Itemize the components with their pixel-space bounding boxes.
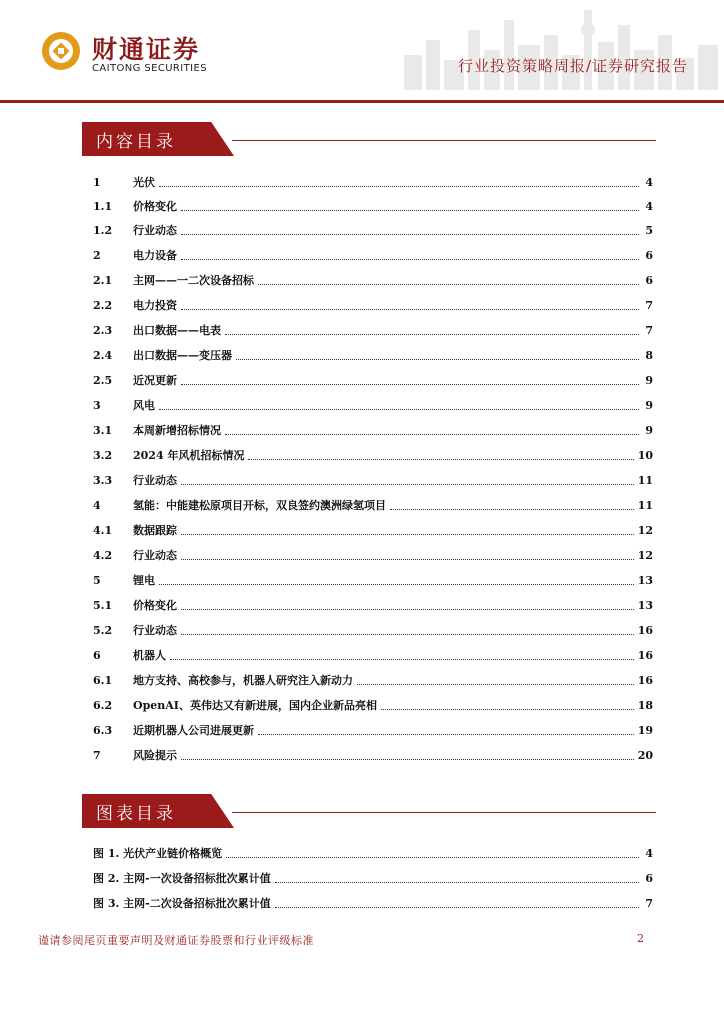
toc-entry[interactable] xyxy=(93,172,653,190)
toc-leader-dots xyxy=(181,758,634,760)
toc-entry[interactable] xyxy=(93,295,653,313)
toc-entry-number: 5 xyxy=(93,574,101,587)
figure-entry[interactable] xyxy=(93,843,653,861)
toc-entry-title: 价格变化 xyxy=(133,200,177,213)
toc-entry-number: 1.2 xyxy=(93,224,113,237)
toc-entry[interactable] xyxy=(93,370,653,388)
toc-entry-page: 16 xyxy=(637,649,653,662)
figure-entry-page: 6 xyxy=(645,872,653,885)
toc-entry-title: 近况更新 xyxy=(133,374,177,387)
toc-entry-number: 3 xyxy=(93,399,101,412)
figure-leader-dots xyxy=(226,856,639,858)
toc-leader-dots xyxy=(181,258,639,260)
toc-entry-title: 风险提示 xyxy=(133,749,177,762)
toc-entry-page: 16 xyxy=(637,674,653,687)
toc-leader-dots xyxy=(181,608,634,610)
toc-entry-number: 5.1 xyxy=(93,599,113,612)
toc-entry[interactable] xyxy=(93,445,653,463)
toc-entry-title: 光伏 xyxy=(133,176,155,189)
figure-leader-dots xyxy=(275,906,639,908)
toc-entry[interactable] xyxy=(93,520,653,538)
toc-entry-page: 12 xyxy=(637,524,653,537)
toc-entry-title: 近期机器人公司进展更新 xyxy=(133,724,254,737)
toc-entry-page: 13 xyxy=(637,574,653,587)
toc-leader-dots xyxy=(181,308,639,310)
footer-disclaimer: 谨请参阅尾页重要声明及财通证券股票和行业评级标准 xyxy=(38,934,314,947)
toc-entry-page: 12 xyxy=(637,549,653,562)
toc-entry-number: 2.3 xyxy=(93,324,113,337)
toc-leader-dots xyxy=(159,583,634,585)
toc-entry-page: 20 xyxy=(637,749,653,762)
figure-entry-title: 图 1. 光伏产业链价格概览 xyxy=(93,847,223,860)
toc-leader-dots xyxy=(357,683,634,685)
toc-entry[interactable] xyxy=(93,345,653,363)
toc-entry-number: 6 xyxy=(93,649,101,662)
figure-entry-title: 图 3. 主网-二次设备招标批次累计值 xyxy=(93,897,271,910)
toc-entry-number: 4.1 xyxy=(93,524,113,537)
toc-entry-number: 6.3 xyxy=(93,724,113,737)
toc-leader-dots xyxy=(181,233,639,235)
toc-entry-title: 电力设备 xyxy=(133,249,177,262)
toc-leader-dots xyxy=(236,358,639,360)
figure-entry-title: 图 2. 主网-一次设备招标批次累计值 xyxy=(93,872,271,885)
toc-leader-dots xyxy=(225,333,639,335)
toc-leader-dots xyxy=(258,733,634,735)
toc-entry-number: 3.3 xyxy=(93,474,113,487)
toc-entry-title: 出口数据——电表 xyxy=(133,324,221,337)
header-divider xyxy=(0,100,724,103)
toc-entry-page: 9 xyxy=(645,374,653,387)
toc-entry-page: 9 xyxy=(645,424,653,437)
toc-leader-dots xyxy=(390,508,634,510)
toc-entry-title: 出口数据——变压器 xyxy=(133,349,232,362)
toc-entry[interactable] xyxy=(93,570,653,588)
toc-leader-dots xyxy=(225,433,639,435)
toc-leader-dots xyxy=(181,483,634,485)
toc-entry-page: 16 xyxy=(637,624,653,637)
toc-leader-dots xyxy=(159,185,639,187)
toc-entry-page: 6 xyxy=(645,249,653,262)
toc-entry-title: 行业动态 xyxy=(133,224,177,237)
figures-banner-line xyxy=(232,812,656,813)
toc-entry-title: OpenAI、英伟达又有新进展，国内企业新品亮相 xyxy=(133,699,377,712)
toc-entry-title: 电力投资 xyxy=(133,299,177,312)
toc-entry-page: 5 xyxy=(645,224,653,237)
toc-entry[interactable] xyxy=(93,470,653,488)
caitong-logo-icon xyxy=(40,30,82,72)
toc-entry-page: 11 xyxy=(637,499,653,512)
toc-entry-page: 7 xyxy=(645,324,653,337)
toc-entry-page: 4 xyxy=(645,200,653,213)
toc-entry-number: 4.2 xyxy=(93,549,113,562)
toc-title: 内容目录 xyxy=(96,132,176,152)
figures-banner xyxy=(82,794,657,828)
toc-entry-title: 地方支持、高校参与，机器人研究注入新动力 xyxy=(133,674,353,687)
toc-entry-page: 8 xyxy=(645,349,653,362)
toc-entry-title: 行业动态 xyxy=(133,624,177,637)
toc-entry-title: 氢能：中能建松原项目开标，双良签约澳洲绿氢项目 xyxy=(133,499,386,512)
toc-entry[interactable] xyxy=(93,645,653,663)
toc-entry-number: 2.5 xyxy=(93,374,113,387)
toc-leader-dots xyxy=(181,533,634,535)
figure-entry[interactable] xyxy=(93,893,653,911)
toc-leader-dots xyxy=(181,209,639,211)
toc-leader-dots xyxy=(170,658,634,660)
toc-entry[interactable] xyxy=(93,720,653,738)
toc-entry-page: 9 xyxy=(645,399,653,412)
toc-entry-title: 本周新增招标情况 xyxy=(133,424,221,437)
toc-entry-title: 2024 年风机招标情况 xyxy=(133,449,245,462)
toc-entry-title: 数据跟踪 xyxy=(133,524,177,537)
toc-entry-number: 3.1 xyxy=(93,424,113,437)
toc-banner xyxy=(82,122,657,156)
toc-entry[interactable] xyxy=(93,196,653,214)
toc-entry[interactable] xyxy=(93,245,653,263)
figure-entry-page: 4 xyxy=(645,847,653,860)
toc-entry-title: 主网——一二次设备招标 xyxy=(133,274,254,287)
report-type-label: 行业投资策略周报/证券研究报告 xyxy=(457,57,688,75)
toc-leader-dots xyxy=(258,283,639,285)
toc-entry-number: 1 xyxy=(93,176,101,189)
toc-leader-dots xyxy=(181,383,639,385)
toc-entry-number: 2.1 xyxy=(93,274,113,287)
toc-entry-number: 7 xyxy=(93,749,101,762)
toc-entry-page: 18 xyxy=(637,699,653,712)
toc-entry-title: 价格变化 xyxy=(133,599,177,612)
toc-entry-title: 行业动态 xyxy=(133,549,177,562)
toc-entry-page: 7 xyxy=(645,299,653,312)
toc-entry[interactable] xyxy=(93,670,653,688)
toc-entry[interactable] xyxy=(93,420,653,438)
toc-banner-line xyxy=(232,140,656,141)
footer-page-number: 2 xyxy=(637,932,644,945)
city-skyline-graphic xyxy=(394,0,724,90)
toc-entry-page: 11 xyxy=(637,474,653,487)
toc-entry[interactable] xyxy=(93,220,653,238)
page-header xyxy=(0,0,724,104)
toc-entry-number: 5.2 xyxy=(93,624,113,637)
toc-entry-title: 风电 xyxy=(133,399,155,412)
toc-entry-number: 6.2 xyxy=(93,699,113,712)
figure-leader-dots xyxy=(275,881,639,883)
toc-entry-page: 4 xyxy=(645,176,653,189)
toc-entry-page: 19 xyxy=(637,724,653,737)
toc-entry-page: 6 xyxy=(645,274,653,287)
toc-entry[interactable] xyxy=(93,270,653,288)
toc-leader-dots xyxy=(181,558,634,560)
figures-title: 图表目录 xyxy=(96,804,176,824)
toc-leader-dots xyxy=(159,408,639,410)
figure-entry[interactable] xyxy=(93,868,653,886)
toc-entry-number: 2.2 xyxy=(93,299,113,312)
toc-entry-number: 1.1 xyxy=(93,200,113,213)
toc-entry[interactable] xyxy=(93,395,653,413)
toc-entry-number: 3.2 xyxy=(93,449,113,462)
toc-entry-number: 4 xyxy=(93,499,101,512)
brand-name-cn: 财通证券 xyxy=(92,35,201,64)
toc-entry[interactable] xyxy=(93,545,653,563)
toc-entry-number: 2 xyxy=(93,249,101,262)
toc-entry-title: 机器人 xyxy=(133,649,166,662)
toc-entry-title: 锂电 xyxy=(133,574,155,587)
toc-entry[interactable] xyxy=(93,745,653,763)
toc-entry[interactable] xyxy=(93,595,653,613)
toc-entry[interactable] xyxy=(93,695,653,713)
toc-entry-title: 行业动态 xyxy=(133,474,177,487)
toc-entry-page: 13 xyxy=(637,599,653,612)
toc-entry[interactable] xyxy=(93,320,653,338)
toc-leader-dots xyxy=(381,708,634,710)
toc-leader-dots xyxy=(248,458,633,460)
toc-entry[interactable] xyxy=(93,495,653,513)
brand-name-en: CAITONG SECURITIES xyxy=(92,63,207,74)
toc-entry-page: 10 xyxy=(637,449,653,462)
toc-entry[interactable] xyxy=(93,620,653,638)
toc-entry-number: 6.1 xyxy=(93,674,113,687)
toc-leader-dots xyxy=(181,633,634,635)
figure-entry-page: 7 xyxy=(645,897,653,910)
toc-entry-number: 2.4 xyxy=(93,349,113,362)
